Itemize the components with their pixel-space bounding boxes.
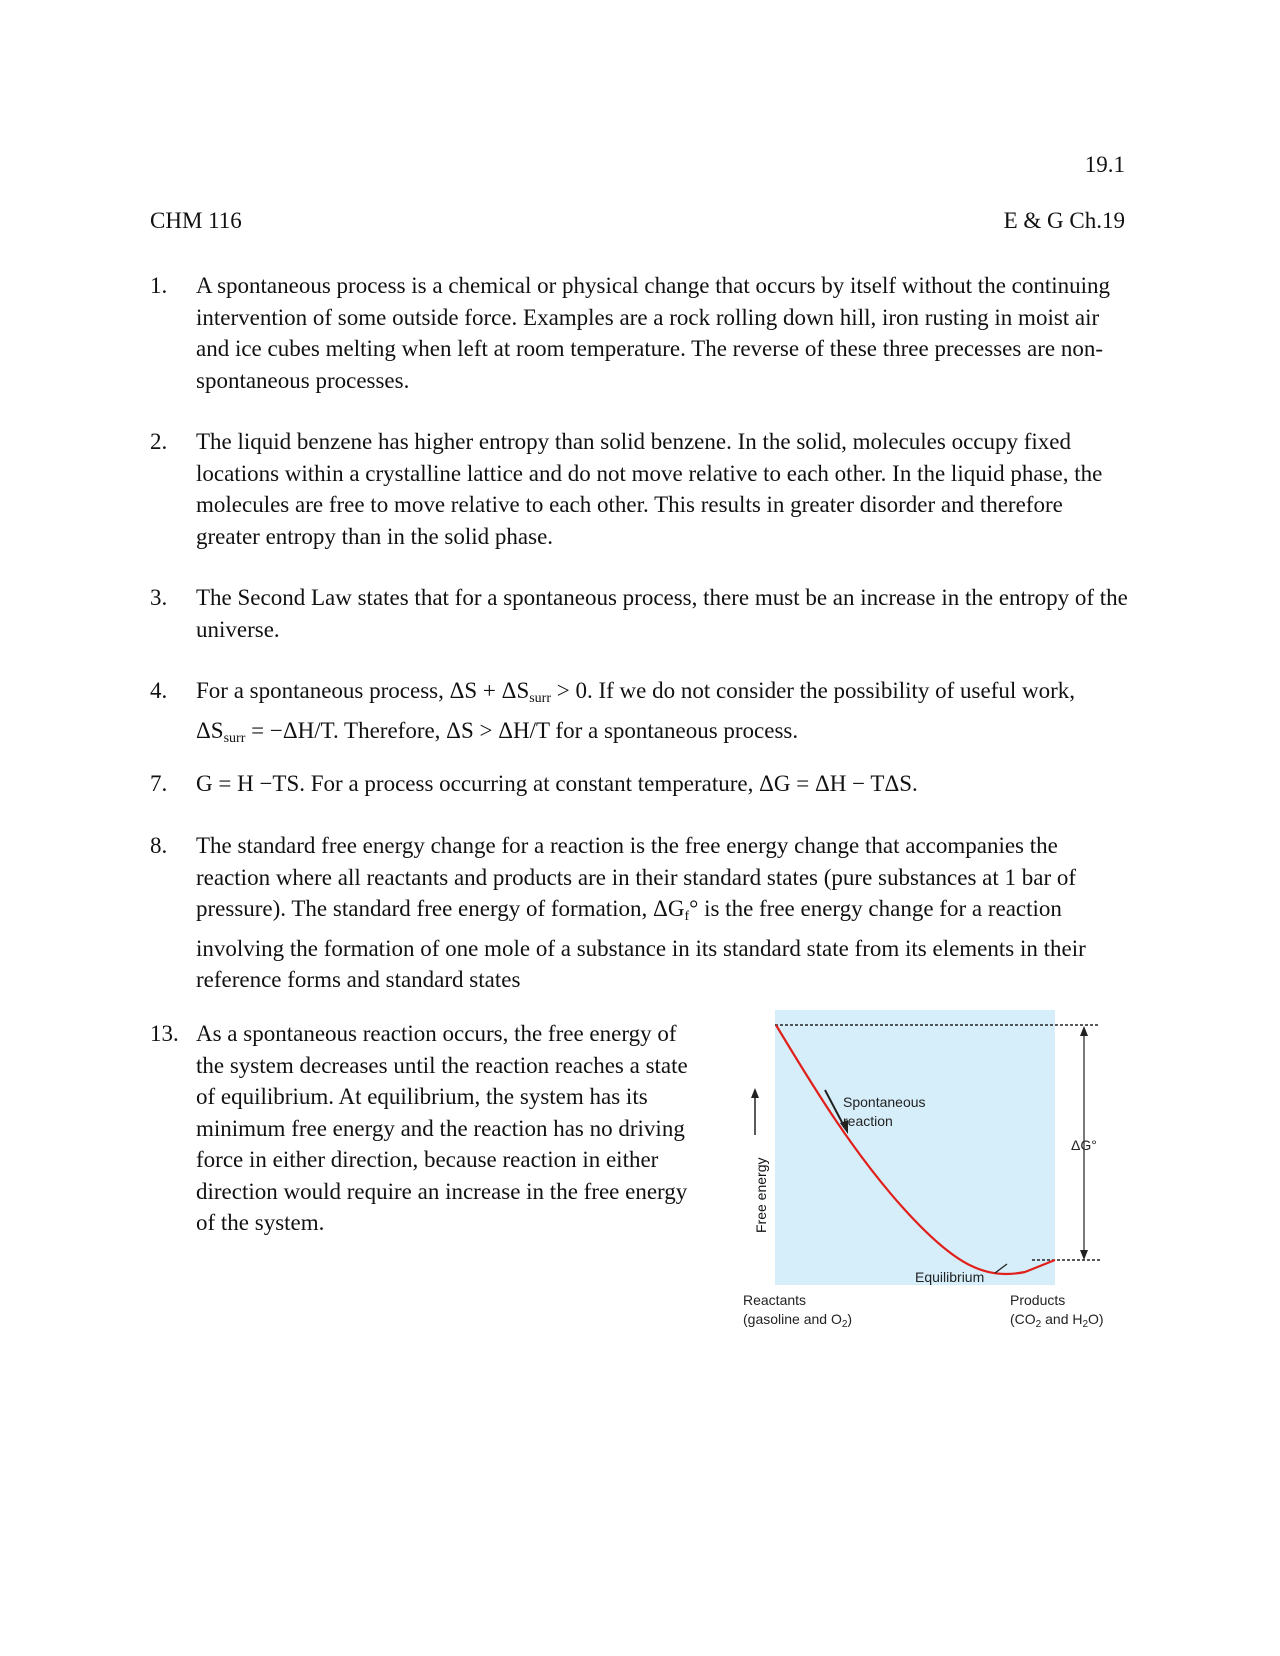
reactants-label: Reactants (gasoline and $O_2$) (743, 1292, 853, 1330)
answer-item-7 (150, 768, 1130, 800)
free-energy-axis-label: Free energy (753, 1157, 769, 1233)
delta-g-label: ΔG° (1071, 1137, 1097, 1153)
equilibrium-label: Equilibrium (915, 1269, 985, 1285)
y-axis-arrowhead (751, 1088, 759, 1098)
item-number: 4. (150, 678, 168, 703)
spontaneous-reaction-label: Spontaneous reaction (843, 1094, 926, 1129)
answer-item-13 (150, 1018, 710, 1239)
answer-item-1 (150, 270, 1130, 396)
page-number: 19.1 (1084, 152, 1125, 177)
item-number: 2. (150, 429, 168, 454)
answer-item-8 (150, 830, 1130, 996)
item-number: 3. (150, 585, 168, 610)
item-text: For a spontaneous process, $\Delta S + \Delta S_{surr} > 0$. If we do not consider the possibility of useful work, $\Delta S_{surr} = -\Delta H/T$. Therefore, ΔS > ΔH/T for a spontaneous process. (196, 678, 1076, 746)
answer-item-3 (150, 582, 1130, 645)
item-text: The standard free energy change for a reaction is the free energy change that accompanies the reaction where all reactants and products are in their standard states (pure substances at 1 bar of pressure). The standard free energy of formation, $\Delta G_f^\circ$ is the free energy change for a reaction involving the formation of one mole of a substance in its standard state from its elements in their reference forms and standard states (196, 833, 1086, 992)
item-number: 13. (150, 1021, 179, 1046)
course-code: CHM 116 (150, 208, 242, 233)
delta-g-arrowhead-top (1080, 1026, 1088, 1036)
chapter-reference: E & G Ch.19 (1003, 208, 1125, 233)
answer-item-2 (150, 426, 1130, 552)
item-number: 1. (150, 273, 168, 298)
free-energy-diagram (740, 1010, 1140, 1330)
item-text: A spontaneous process is a chemical or physical change that occurs by itself without the continuing intervention of some outside force. Examples are a rock rolling down hill, iron rusting in moist air and ice cubes melting when left at room temperature. The reverse of these three precesses are non-spontaneous processes. (196, 273, 1111, 393)
item-text: As a spontaneous reaction occurs, the free energy of the system decreases until the reaction reaches a state of equilibrium. At equilibrium, the system has its minimum free energy and the reaction has no driving force in either direction, because reaction in either direction would require an increase in the free energy of the system. (196, 1021, 688, 1235)
item-number: 8. (150, 833, 168, 858)
diagram-panel (775, 1010, 1055, 1285)
delta-g-arrowhead-bottom (1080, 1250, 1088, 1260)
answer-item-4 (150, 675, 1130, 754)
item-text: The liquid benzene has higher entropy than solid benzene. In the solid, molecules occupy fixed locations within a crystalline lattice and do not move relative to each other. In the liquid phase, the molecules are free to move relative to each other. This results in greater disorder and therefore greater entropy than in the solid phase. (196, 429, 1103, 549)
item-text: G = H −TS. For a process occurring at constant temperature, ΔG = ΔH − TΔS. (196, 771, 918, 796)
item-number: 7. (150, 771, 168, 796)
item-text: The Second Law states that for a spontaneous process, there must be an increase in the entropy of the universe. (196, 585, 1128, 642)
products-label: Products ($CO_2$ and $H_2O$) (1010, 1292, 1104, 1330)
